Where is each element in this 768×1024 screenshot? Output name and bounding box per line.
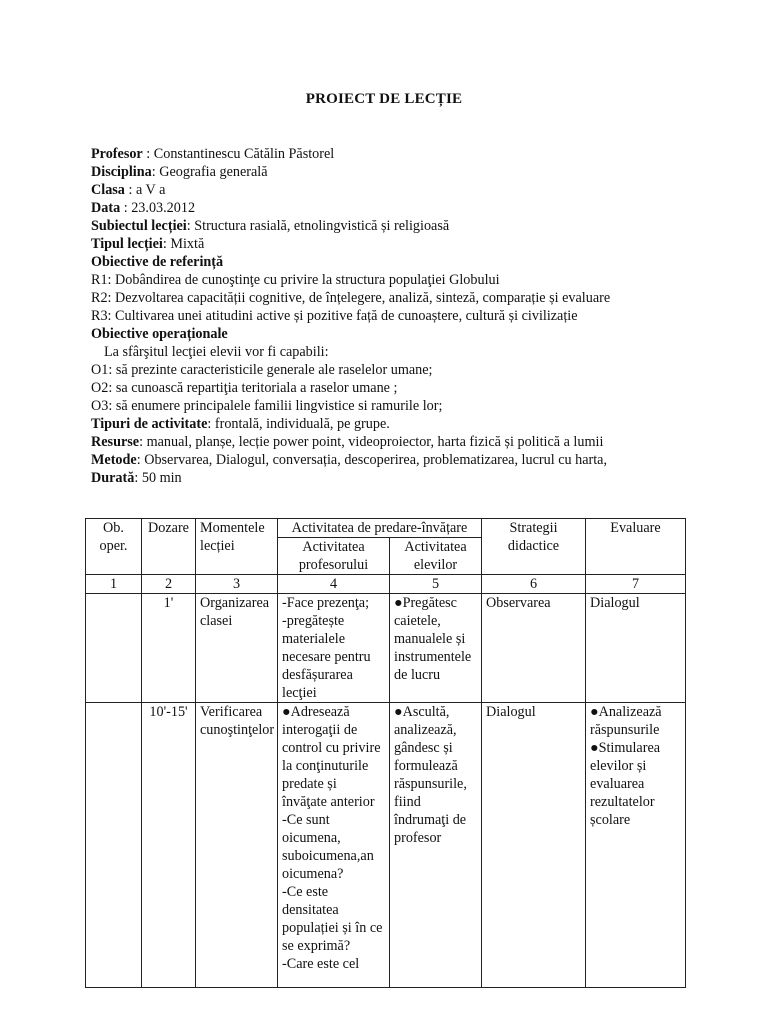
table-row [86,594,686,703]
tipuri-label: Tipuri de activitate [91,416,208,432]
header-evaluare: Evaluare [586,519,686,575]
info-obiective-referinta [91,253,731,271]
cell-prof-activity: -Face prezenţa; -pregătește materialele necesare pentru desfășurarea lecţiei [278,594,390,703]
tipuri-value: : frontală, individuală, pe grupe. [207,416,390,432]
table-header-row [86,519,686,538]
info-clasa [91,181,731,199]
disciplina-value: : Geografia generală [151,164,268,180]
page-title: PROIECT DE LECȚIE [305,91,463,107]
header-activitatea: Activitatea de predare-învățare [278,519,482,538]
lesson-info [91,145,731,487]
durata-label: Durată [91,470,135,486]
tip-value: : Mixtă [162,236,205,252]
resurse-value: : manual, planșe, lecție power point, videoproiector, harta fizică și politică a lumii [139,434,604,450]
cell-elevi-activity: ●Ascultă, analizează, gândesc și formulează răspunsurile, fiind îndrumaţi de profesor [390,703,482,988]
cell-moment: Verificarea cunoştinţelor [196,703,278,988]
obiective-referinta-label: Obiective de referință [91,254,224,270]
info-obiective-operationale [91,325,731,343]
info-tip [91,235,731,253]
objective-r2: R2: Dezvoltarea capacității cognitive, de înțelegere, analiză, sinteză, comparație și evaluare [91,290,611,306]
column-number: 7 [586,575,686,594]
info-durata [91,469,731,487]
header-dozare: Dozare [142,519,196,575]
cell-prof-activity: ●Adresează interogaţii de control cu privire la conţinuturile predate și învăţate anterior -Ce sunt oicumena, suboicumena,an oicumena? -Ce este densitatea populației și în ce se exprimă? -Care este cel [278,703,390,988]
header-elevi: Activitatea elevilor [390,538,482,575]
column-number: 1 [86,575,142,594]
info-disciplina [91,163,731,181]
cell-ob [86,703,142,988]
cell-evaluare: ●Analizează răspunsurile ●Stimularea elevilor și evaluarea rezultatelor școlare [586,703,686,988]
column-number: 2 [142,575,196,594]
metode-value: : Observarea, Dialogul, conversația, descoperirea, problematizarea, lucrul cu harta, [136,452,608,468]
cell-moment: Organizarea clasei [196,594,278,703]
cell-evaluare: Dialogul [586,594,686,703]
header-ob-oper: Ob. oper. [86,519,142,575]
header-momente: Momentele lecției [196,519,278,575]
column-number: 6 [482,575,586,594]
cell-dozare: 10'-15' [142,703,196,988]
objective-o3: O3: să enumere principalele familii lingvistice si ramurile lor; [91,398,443,414]
column-number: 5 [390,575,482,594]
header-profesor: Activitatea profesorului [278,538,390,575]
resurse-label: Resurse [91,434,140,450]
cell-elevi-activity: ●Pregătesc caietele, manualele și instrumentele de lucru [390,594,482,703]
obiective-operationale-label: Obiective operaționale [91,326,228,342]
disciplina-label: Disciplina [91,164,152,180]
info-data [91,199,731,217]
cell-strategii: Observarea [482,594,586,703]
durata-value: : 50 min [134,470,182,486]
objective-o1: O1: să prezinte caracteristicile generale ale raselelor umane; [91,362,433,378]
cell-strategii: Dialogul [482,703,586,988]
info-subiect [91,217,731,235]
clasa-label: Clasa [91,182,125,198]
table-number-row [86,575,686,594]
header-strategii: Strategii didactice [482,519,586,575]
column-number: 3 [196,575,278,594]
clasa-value: : a V a [124,182,166,198]
subiect-label: Subiectul lecției [91,218,187,234]
info-profesor [91,145,731,163]
lesson-table [85,518,686,988]
cell-dozare: 1' [142,594,196,703]
cell-ob [86,594,142,703]
objective-r3: R3: Cultivarea unei atitudini active și pozitive față de cunoaștere, cultură și civilizație [91,308,578,324]
objectives-intro: La sfârşitul lecţiei elevii vor fi capabili: [104,344,329,360]
info-resurse [91,433,731,451]
tip-label: Tipul lecției [91,236,163,252]
info-metode [91,451,731,469]
profesor-value: : Constantinescu Cătălin Păstorel [142,146,335,162]
data-label: Data [91,200,121,216]
info-tipuri [91,415,731,433]
objective-o2: O2: sa cunoască repartiţia teritoriala a raselor umane ; [91,380,398,396]
table-row [86,703,686,988]
subiect-value: : Structura rasială, etnolingvistică și religioasă [186,218,450,234]
data-value: : 23.03.2012 [120,200,196,216]
column-number: 4 [278,575,390,594]
profesor-label: Profesor [91,146,143,162]
metode-label: Metode [91,452,137,468]
objective-r1: R1: Dobândirea de cunoştinţe cu privire la structura populaţiei Globului [91,272,500,288]
